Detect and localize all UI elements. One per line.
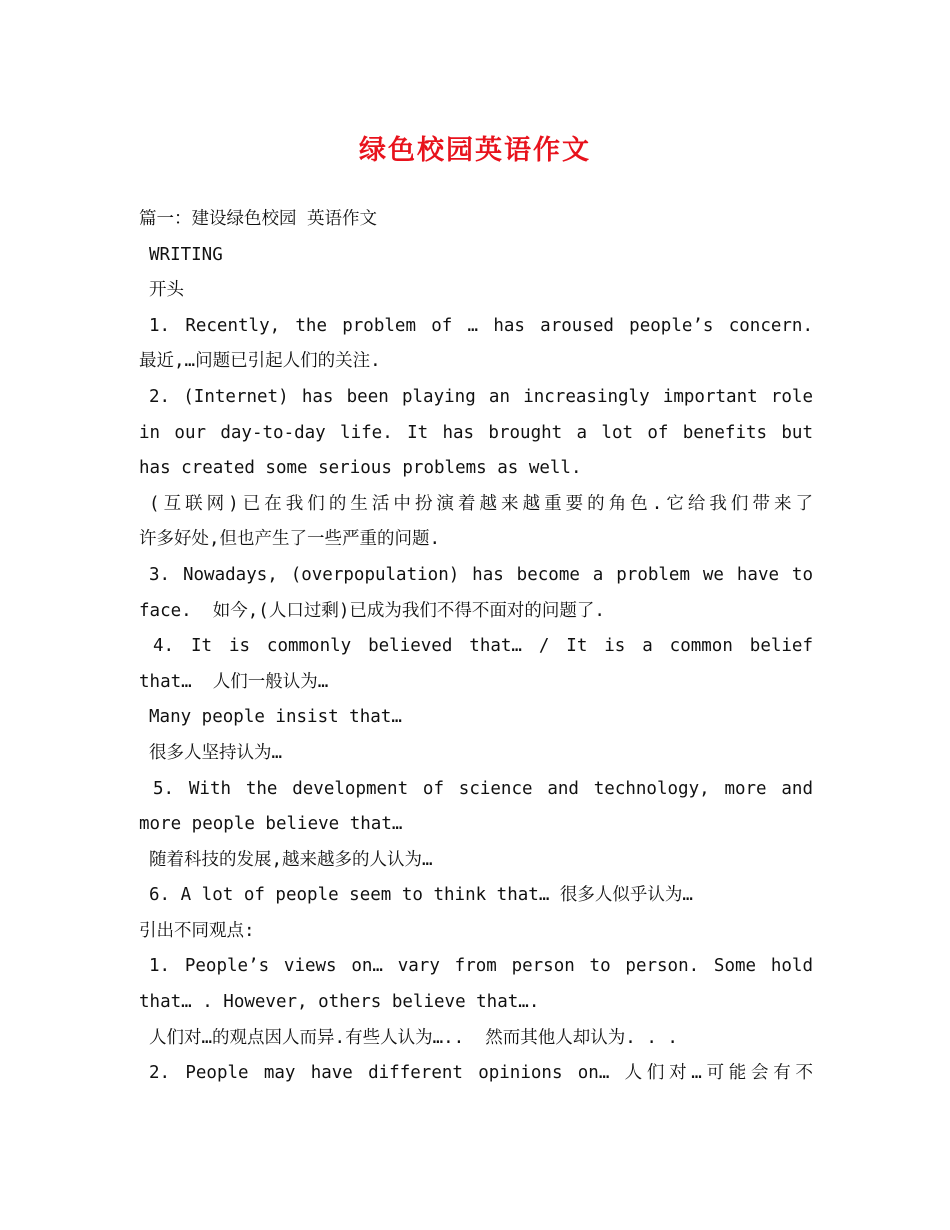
text-line: 6. A lot of people seem to think that… 很多人似乎认为… — [149, 885, 693, 906]
text-line: 许多好处,但也产生了一些严重的问题. — [139, 529, 441, 550]
text-line: 5. With the development of science and technology, more and — [153, 778, 813, 799]
document-title: 绿色校园英语作文 — [359, 135, 591, 166]
text-line: 引出不同观点: — [139, 920, 255, 941]
text-line: 2. (Internet) has been playing an increasingly important role — [149, 386, 813, 407]
text-line: 4. It is commonly believed that… / It is a common belief — [153, 636, 813, 657]
text-line: 1. People’s views on… vary from person to person. Some hold — [149, 956, 813, 977]
text-line: more people believe that… — [139, 814, 403, 835]
text-line: 随着科技的发展,越来越多的人认为… — [149, 849, 433, 870]
text-line: 篇一：建设绿色校园 英语作文 — [139, 209, 378, 229]
text-line: 很多人坚持认为… — [149, 742, 283, 763]
text-line: face. 如今,(人口过剩)已成为我们不得不面对的问题了. — [139, 600, 605, 621]
text-line: 1. Recently, the problem of … has aroused people’s concern. — [149, 315, 813, 336]
text-line: (互联网)已在我们的生活中扮演着越来越重要的角色.它给我们带来了 — [149, 493, 813, 514]
text-line: 最近,…问题已引起人们的关注. — [139, 351, 381, 372]
document-body — [139, 202, 813, 1092]
text-line: 3. Nowadays, (overpopulation) has become a problem we have to — [149, 564, 813, 585]
text-line: has created some serious problems as well. — [139, 458, 582, 479]
text-line: in our day-to-day life. It has brought a lot of benefits but — [139, 422, 813, 443]
text-line: 人们对…的观点因人而异.有些人认为….. 然而其他人却认为. . . — [149, 1027, 678, 1048]
text-line: WRITING — [149, 244, 223, 265]
text-line: that… . However, others believe that…. — [139, 992, 540, 1013]
text-line: 2. People may have different opinions on… 人们对…可能会有不 — [149, 1063, 813, 1084]
text-line: Many people insist that… — [149, 707, 402, 728]
text-line: that… 人们一般认为… — [139, 671, 329, 692]
text-line: 开头 — [149, 280, 184, 301]
